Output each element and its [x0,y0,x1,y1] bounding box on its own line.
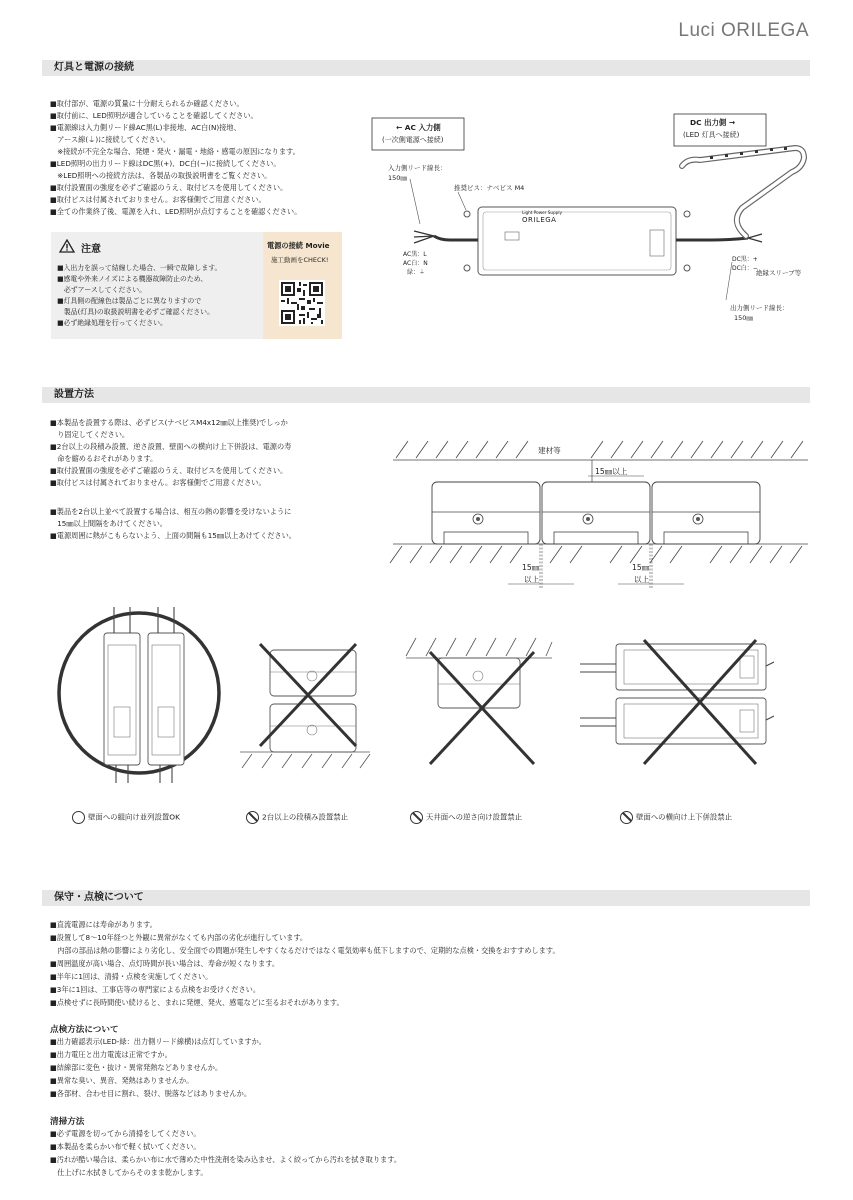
maintenance-line: ■周囲温度が高い場合、点灯時間が長い場合は、寿命が短くなります。 [50,959,280,968]
maintenance-line: ■半年に1回は、清掃・点検を実施してください。 [50,972,213,981]
caution-title: 注意 [81,244,101,255]
side-gap-b-value: 15㎜ [632,563,650,572]
prohibited-icon [410,811,423,824]
cleaning-line: ■汚れが酷い場合は、柔らかい布に水で薄めた中性洗剤を染み込ませ、よく絞ってから汚れを拭き取ります。 [50,1155,402,1164]
check-method-title: 点検方法について [50,1025,119,1035]
ground-label: 緑：⏚ [407,269,426,276]
ac-black-label: AC黒：L [403,251,427,258]
caption-ng-stacked [246,811,348,824]
install-line: ■2台以上の段積み設置、逆さ設置、壁面への横向け上下併設は、電源の寿 [50,442,292,451]
product-name: ORILEGA [522,216,557,224]
section-header-connection: 灯具と電源の接続 [42,60,810,76]
maintenance-line: ■点検せずに長時間使い続けると、まれに発煙、発火、感電などに至るおそれがあります。 [50,998,344,1007]
caption-ng-horizontal-text: 壁面への横向け上下併設禁止 [636,812,733,822]
install-line: ■製品を2台以上並べて設置する場合は、相互の熱の影響を受けないように [50,507,292,516]
side-gap-a-value: 15㎜ [522,563,540,572]
caution-line: ■感電や外来ノイズによる機器故障防止のため、 [57,275,208,283]
wiring-diagram [370,112,810,327]
input-lead-label: 入力側リード線長： [388,164,447,172]
check-line: ■出力確認表示(LED-緑：出力側リード線横)は点灯していますか。 [50,1037,266,1046]
dc-white-label: DC白：− [732,265,758,272]
spacing-diagram [388,436,813,596]
cleaning-line: ■本製品を柔らかい布で軽く拭いてください。 [50,1142,201,1151]
connection-line: ■取付部が、電源の質量に十分耐えられるか確認ください。 [50,99,244,108]
cleaning-method-title: 清掃方法 [50,1117,85,1127]
connection-line: ■取付ビスは付属されておりません。お客様側でご用意ください。 [50,195,266,204]
brand-logo: Luci ORILEGA [678,20,809,41]
top-gap-label: 15㎜以上 [595,467,628,476]
caution-line: ■灯具側の配線色は製品ごとに異なりますので [57,297,202,305]
caution-line: ■入出力を誤って結線した場合、一瞬で故障します。 [57,264,222,272]
install-line: り固定してください。 [50,430,130,439]
cleaning-line: 仕上げに水拭きしてからそのまま乾かします。 [50,1168,208,1177]
caption-ok-text: 壁面への縦向け並列設置OK [88,812,180,822]
ok-circle-icon [72,811,85,824]
connection-line: アース線(⏚)に接続してください。 [50,135,171,144]
maintenance-line: 内部の部品は熱の影響により劣化し、安全面での問題が発生しやすくなるだけではなく電気効率も低下しますので、定期的な点検・交換をおすすめします。 [50,946,560,955]
connection-line: ※LED照明への接続方法は、各製品の取扱説明書をご覧ください。 [50,171,272,180]
caption-ng-horizontal [620,811,732,824]
output-lead-length: 150㎜ [734,314,753,322]
caution-line: 必ずアースしてください。 [57,286,147,294]
connection-line: ■取付前に、LED照明が適合していることを確認してください。 [50,111,258,120]
movie-box[interactable] [263,232,342,339]
ng-stacked-illustration [232,628,372,770]
connection-line: ■全ての作業終了後、電源を入れ、LED照明が点灯することを確認ください。 [50,207,302,216]
maintenance-line: ■3年に1回は、工事店等の専門家による点検をお受けください。 [50,985,261,994]
caution-line: 製品(灯具)の取扱説明書を必ずご確認ください。 [57,308,214,316]
connection-line: ■LED照明の出力リード線はDC黒(+)、DC白(−)に接続してください。 [50,159,281,168]
check-line: ■各部材、合わせ目に割れ、裂け、脱落などはありませんか。 [50,1089,252,1098]
movie-subtitle: 施工動画をCHECK! [271,256,329,264]
input-lead-length: 150㎜ [388,174,407,182]
install-line: ■電源周囲に熱がこもらないよう、上面の間隔も15㎜以上あけてください。 [50,531,296,540]
install-line: ■本製品を設置する際は、必ずビス(ナベビスM4x12㎜以上推奨)でしっか [50,418,288,427]
ac-side-sublabel: (一次側電源へ接続) [382,136,444,144]
side-gap-a-suffix: 以上 [524,575,540,584]
install-line: 命を縮めるおそれがあります。 [50,454,158,463]
maintenance-line: ■直流電源には寿命があります。 [50,920,157,929]
install-line: ■取付設置面の強度を必ずご確認のうえ、取付ビスを使用してください。 [50,466,288,475]
check-line: ■異常な臭い、異音、発熱はありませんか。 [50,1076,194,1085]
sleeve-label: 絶縁スリーブ等 [756,269,802,277]
dc-black-label: DC黒：+ [732,256,758,263]
install-line: 15㎜以上間隔をあけてください。 [50,519,167,528]
movie-title: 電源の接続 Movie [267,241,330,250]
caption-ok [72,811,180,824]
ng-ceiling-illustration [404,632,554,770]
caption-ng-ceiling-text: 天井面への逆さ向け設置禁止 [426,812,523,822]
screw-label: 推奨ビス：ナベビス M4 [454,184,525,192]
dc-side-sublabel: (LED 灯具へ接続) [683,131,740,139]
caption-ng-stacked-text: 2台以上の段積み設置禁止 [262,812,349,822]
spacing-diagram-drawing [388,436,813,596]
section-header-maintenance: 保守・点検について [42,890,810,906]
connection-line: ■取付設置面の強度を必ずご確認のうえ、取付ビスを使用してください。 [50,183,288,192]
ng-horizontal-stacked-illustration [574,636,774,770]
maintenance-line: ■設置して8〜10年経つと外観に異常がなくても内部の劣化が進行しています。 [50,933,308,942]
caption-ng-ceiling [410,811,522,824]
prohibited-icon [246,811,259,824]
ac-side-label: ← AC 入力側 [396,123,441,132]
ok-vertical-parallel-illustration [54,597,224,789]
install-line: ■取付ビスは付属されておりません。お客様側でご用意ください。 [50,478,266,487]
ac-white-label: AC白：N [403,260,428,267]
check-line: ■出力電圧と出力電流は正常ですか。 [50,1050,172,1059]
caution-line: ■必ず絶縁処理を行ってください。 [57,319,167,327]
qr-code-icon[interactable] [279,280,325,326]
connection-line: ■電源線は入力側リード線AC黒(L)非接地、AC白(N)接地、 [50,123,241,132]
side-gap-b-suffix: 以上 [634,575,650,584]
product-subtitle: Light Power Supply [522,210,563,215]
check-line: ■結線部に変色・抜け・異常発熱などありませんか。 [50,1063,223,1072]
dc-side-label: DC 出力側 → [690,118,736,127]
warning-icon [59,239,75,253]
output-lead-label: 出力側リード線長： [730,304,789,312]
connection-line: ※接続が不完全な場合、発煙・発火・漏電・地絡・感電の原因になります。 [50,147,300,156]
cleaning-line: ■必ず電源を切ってから清掃をしてください。 [50,1129,201,1138]
building-material-label: 建材等 [538,446,561,455]
section-header-install: 設置方法 [42,387,810,403]
prohibited-icon [620,811,633,824]
